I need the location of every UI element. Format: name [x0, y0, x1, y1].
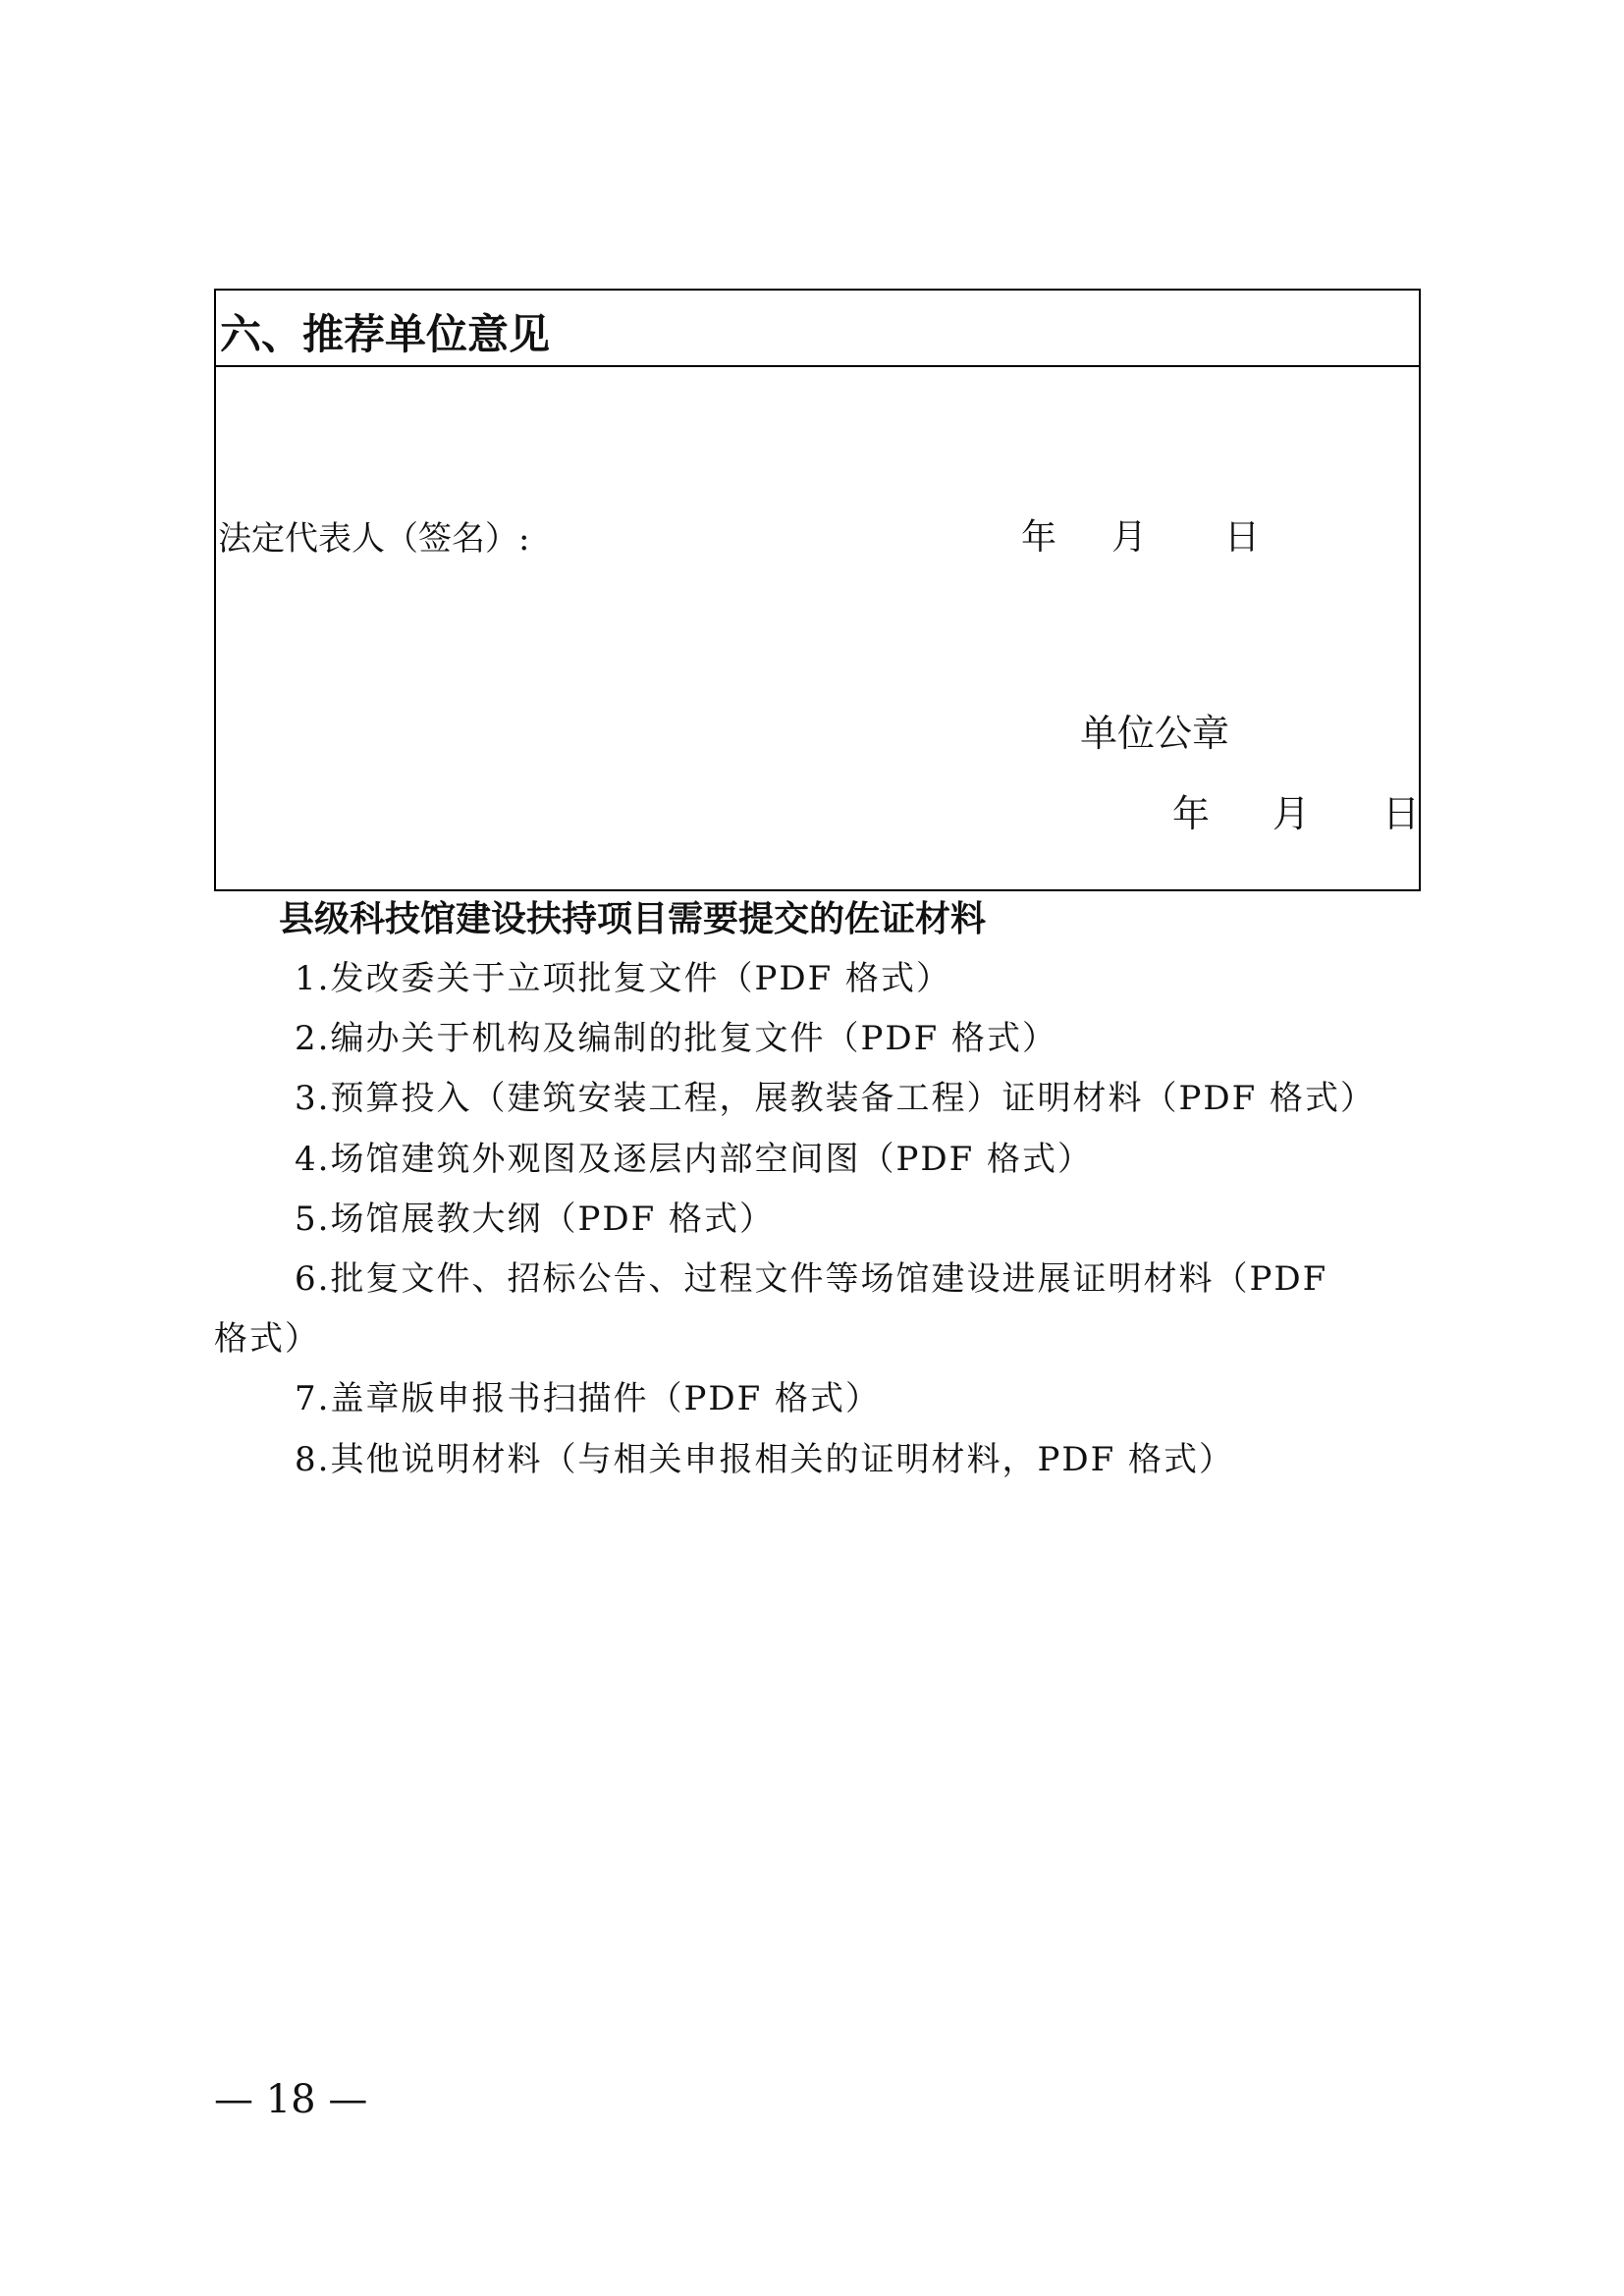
- material-item-1: 1.发改委关于立项批复文件（PDF 格式）: [295, 959, 951, 998]
- material-item-4: 4.场馆建筑外观图及逐层内部空间图（PDF 格式）: [295, 1140, 1093, 1179]
- seal-date-year: 年: [1172, 792, 1211, 835]
- material-item-8: 8.其他说明材料（与相关申报相关的证明材料，PDF 格式）: [295, 1440, 1234, 1479]
- material-item-6: 6.批复文件、招标公告、过程文件等场馆建设进展证明材料（PDF: [295, 1259, 1328, 1299]
- material-item-7: 7.盖章版申报书扫描件（PDF 格式）: [295, 1379, 881, 1418]
- page-number: — 18 —: [214, 2077, 368, 2122]
- section-title: 六、推荐单位意见: [220, 310, 551, 358]
- signature-date-month: 月: [1111, 517, 1148, 558]
- section-header: [216, 291, 1419, 367]
- materials-heading: 县级科技馆建设扶持项目需要提交的佐证材料: [279, 899, 987, 939]
- material-item-5: 5.场馆展教大纲（PDF 格式）: [295, 1200, 775, 1239]
- signature-date-year: 年: [1021, 517, 1057, 558]
- seal-date-month: 月: [1272, 792, 1311, 835]
- material-item-6-continuation: 格式）: [214, 1319, 320, 1359]
- signature-date-day: 日: [1224, 517, 1261, 558]
- unit-seal-label: 单位公章: [1080, 712, 1230, 755]
- material-item-2: 2.编办关于机构及编制的批复文件（PDF 格式）: [295, 1019, 1057, 1058]
- seal-date-day: 日: [1382, 792, 1421, 835]
- material-item-3: 3.预算投入（建筑安装工程，展教装备工程）证明材料（PDF 格式）: [295, 1079, 1376, 1118]
- legal-representative-signature-label: 法定代表人（签名）:: [218, 519, 530, 559]
- recommendation-form-table: [214, 289, 1421, 891]
